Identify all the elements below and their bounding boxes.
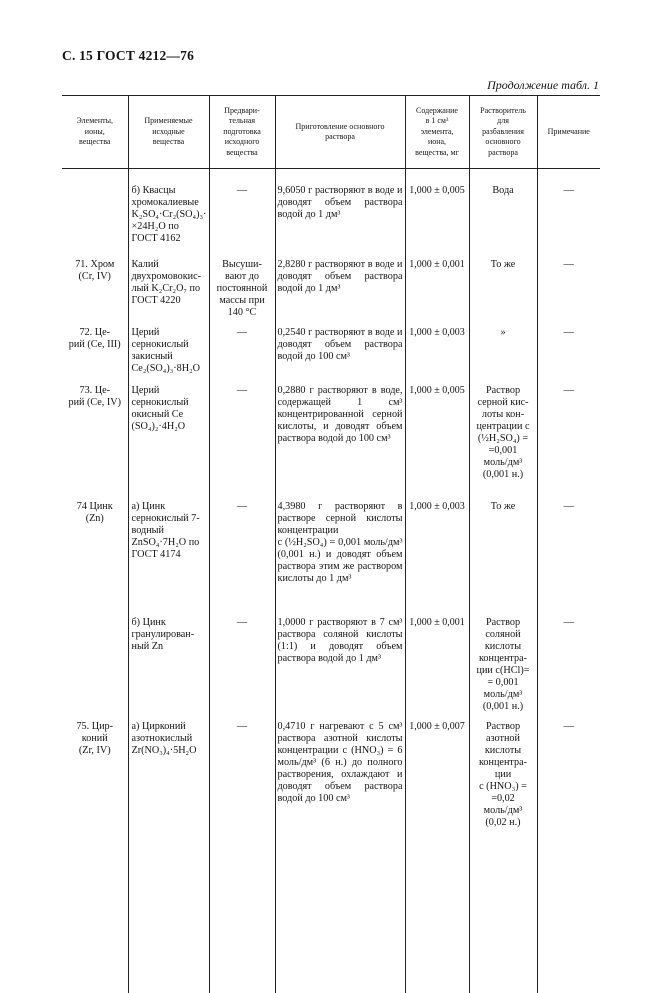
cell-source-substance: Церий сернокислый закисный Ce₂(SO₄)₃·8H₂O (128, 323, 209, 381)
cell-element: 75. Цир- коний (Zr, IV) (62, 717, 128, 829)
cell-note: — (537, 381, 600, 497)
table-spacer-row (62, 169, 600, 182)
standards-table (62, 95, 600, 993)
cell-preparation: — (209, 497, 275, 613)
cell-preparation: — (209, 613, 275, 717)
table-row (62, 497, 600, 613)
cell-preparation: — (209, 323, 275, 381)
cell-solution-method: 0,4710 г нагревают с 5 см³ раствора азотной кислоты концентрации c (HNO₃) = 6 моль/дм³ (6 н.) до полного растворения, охлаждают и доводят объем раствора водой до 100 см³ (275, 717, 405, 829)
cell-preparation: — (209, 717, 275, 829)
cell-solvent: Раствор азотной кислоты концентра-ции c (HNO₃) = =0,02 моль/дм³ (0,02 н.) (469, 717, 537, 829)
column-header-preparation: Предвари- тельная подготовка исходного вещества (209, 96, 275, 169)
cell-solvent: Вода (469, 181, 537, 255)
cell-element: 74 Цинк (Zn) (62, 497, 128, 613)
cell-solution-method: 9,6050 г растворяют в воде и доводят объем раствора водой до 1 дм³ (275, 181, 405, 255)
tail-cell (62, 829, 128, 993)
cell-element: 73. Це- рий (Ce, IV) (62, 381, 128, 497)
column-header-content: Содержание в 1 см³ элемента, иона, вещества, мг (405, 96, 469, 169)
cell-note: — (537, 613, 600, 717)
cell-note: — (537, 181, 600, 255)
cell-solution-method: 1,0000 г растворяют в 7 см³ раствора соляной кислоты (1:1) и доводят объем раствора водой до 1 дм³ (275, 613, 405, 717)
cell-content: 1,000 ± 0,001 (405, 613, 469, 717)
tail-cell (405, 829, 469, 993)
table-row (62, 323, 600, 381)
cell-content: 1,000 ± 0,001 (405, 255, 469, 323)
column-header-element: Элементы, ионы, вещества (62, 96, 128, 169)
spacer-cell (537, 169, 600, 182)
cell-content: 1,000 ± 0,005 (405, 381, 469, 497)
cell-source-substance: б) Квасцы хромокалиевые K₂SO₄·Cr₂(SO₄)₃· ×24H₂O по ГОСТ 4162 (128, 181, 209, 255)
tail-cell (128, 829, 209, 993)
tail-cell (209, 829, 275, 993)
cell-preparation: — (209, 181, 275, 255)
column-header-note: Примечание (537, 96, 600, 169)
cell-solution-method: 0,2880 г растворяют в воде, содержащей 1 см³ концентрированной серной кислоты, и доводят объем раствора водой до 100 см³ (275, 381, 405, 497)
table-tail-row (62, 829, 600, 993)
cell-content: 1,000 ± 0,003 (405, 323, 469, 381)
cell-solvent: То же (469, 255, 537, 323)
cell-note: — (537, 497, 600, 613)
column-header-source: Применяемые исходные вещества (128, 96, 209, 169)
table-row (62, 613, 600, 717)
cell-element (62, 613, 128, 717)
spacer-cell (209, 169, 275, 182)
tail-cell (275, 829, 405, 993)
table-continuation-label: Продолжение табл. 1 (487, 78, 599, 93)
cell-solution-method: 2,8280 г растворяют в воде и доводят объем раствора водой до 1 дм³ (275, 255, 405, 323)
table-header-row (62, 96, 600, 169)
spacer-cell (405, 169, 469, 182)
cell-source-substance: Калий двухромовокис-лый K₂Cr₂O₇ по ГОСТ 4220 (128, 255, 209, 323)
tail-cell (537, 829, 600, 993)
cell-content: 1,000 ± 0,007 (405, 717, 469, 829)
cell-element: 71. Хром (Cr, IV) (62, 255, 128, 323)
table-body (62, 169, 600, 993)
cell-solution-method: 4,3980 г растворяют в растворе серной кислоты концентрации c (½H₂SO₄) = 0,001 моль/дм³ (0,001 н.) и доводят объем раствора этим же раствором кислоты до 1 дм³ (275, 497, 405, 613)
cell-source-substance: Церий сернокислый окисный Ce (SO₄)₂·4H₂O (128, 381, 209, 497)
column-header-solvent: Растворитель для разбавления основного раствора (469, 96, 537, 169)
cell-note: — (537, 323, 600, 381)
cell-content: 1,000 ± 0,003 (405, 497, 469, 613)
cell-source-substance: а) Цинк сернокислый 7-водный ZnSO₄·7H₂O по ГОСТ 4174 (128, 497, 209, 613)
cell-note: — (537, 255, 600, 323)
cell-preparation: Высуши- вают до постоянной массы при 140 °С (209, 255, 275, 323)
spacer-cell (275, 169, 405, 182)
cell-solvent: То же (469, 497, 537, 613)
cell-solvent: Раствор серной кис-лоты кон-центрации c (½H₂SO₄) = =0,001 моль/дм³ (0,001 н.) (469, 381, 537, 497)
cell-preparation: — (209, 381, 275, 497)
cell-note: — (537, 717, 600, 829)
page-title: С. 15 ГОСТ 4212—76 (62, 48, 194, 64)
cell-solution-method: 0,2540 г растворяют в воде и доводят объем раствора водой до 100 см³ (275, 323, 405, 381)
cell-content: 1,000 ± 0,005 (405, 181, 469, 255)
table-row (62, 381, 600, 497)
tail-cell (469, 829, 537, 993)
table-row (62, 717, 600, 829)
spacer-cell (128, 169, 209, 182)
table-row (62, 181, 600, 255)
cell-source-substance: а) Цирконий азотнокислый Zr(NO₃)₄·5H₂O (128, 717, 209, 829)
table-row (62, 255, 600, 323)
column-header-method: Приготовление основного раствора (275, 96, 405, 169)
cell-source-substance: б) Цинк гранулирован-ный Zn (128, 613, 209, 717)
spacer-cell (469, 169, 537, 182)
spacer-cell (62, 169, 128, 182)
cell-solvent: » (469, 323, 537, 381)
cell-solvent: Раствор соляной кислоты концентра-ции c(HCl)= = 0,001 моль/дм³ (0,001 н.) (469, 613, 537, 717)
cell-element: 72. Це- рий (Ce, III) (62, 323, 128, 381)
cell-element (62, 181, 128, 255)
